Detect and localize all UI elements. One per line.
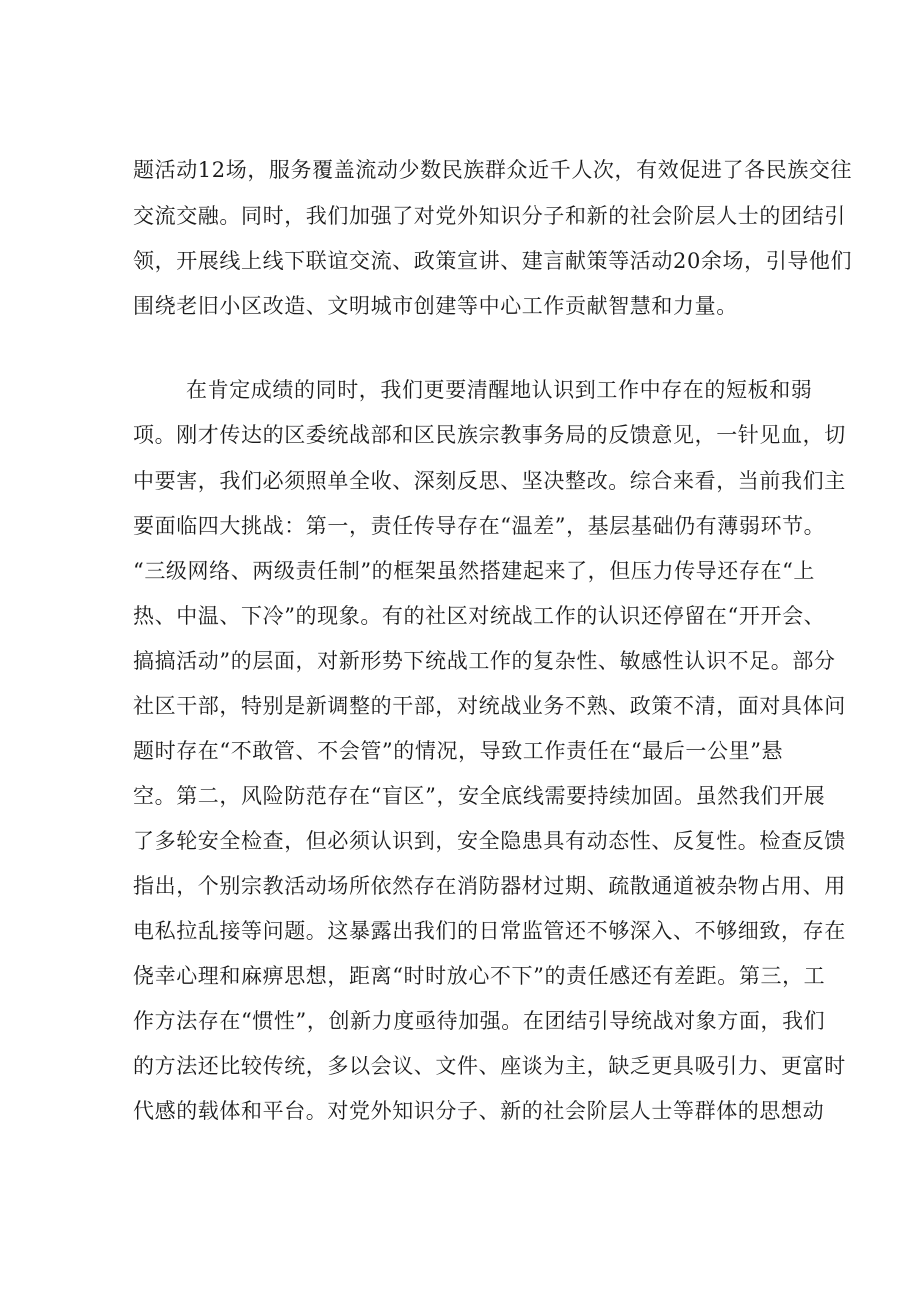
text-line: 作方法存在“惯性”，创新力度亟待加强。在团结引导统战对象方面，我们 [133,1009,826,1033]
text-line: 热、中温、下冷”的现象。有的社区对统战工作的认识还停留在“开开会、 [133,604,826,628]
text-line: “三级网络、两级责任制”的框架虽然搭建起来了，但压力传导还存在“上 [133,559,816,583]
text-line: 了多轮安全检查，但必须认识到，安全隐患具有动态性、反复性。检查反馈 [133,829,846,853]
text-line: 代感的载体和平台。对党外知识分子、新的社会阶层人士等群体的思想动 [133,1099,825,1123]
text-line: 社区干部，特别是新调整的干部，对统战业务不熟、政策不清，面对具体问 [133,694,846,718]
text-line: 在肯定成绩的同时，我们更要清醒地认识到工作中存在的短板和弱 [186,378,813,402]
text-line: 项。刚才传达的区委统战部和区民族宗教事务局的反馈意见，一针见血，切 [133,423,846,447]
text-line: 指出，个别宗教活动场所依然存在消防器材过期、疏散通道被杂物占用、用 [133,874,846,898]
text-line: 领，开展线上线下联谊交流、政策宣讲、建言献策等活动20余场，引导他们 [133,249,853,273]
text-line: 交流交融。同时，我们加强了对党外知识分子和新的社会阶层人士的团结引 [133,204,846,228]
text-line: 空。第二，风险防范存在“盲区”，安全底线需要持续加固。虽然我们开展 [133,784,826,808]
text-line: 的方法还比较传统，多以会议、文件、座谈为主，缺乏更具吸引力、更富时 [133,1054,846,1078]
text-line: 侥幸心理和麻痹思想，距离“时时放心不下”的责任感还有差距。第三，工 [133,964,826,988]
text-line: 中要害，我们必须照单全收、深刻反思、坚决整改。综合来看，当前我们主 [133,469,846,493]
text-line: 搞搞活动”的层面，对新形势下统战工作的复杂性、敏感性认识不足。部分 [133,649,836,673]
text-line: 题时存在“不敢管、不会管”的情况，导致工作责任在“最后一公里”悬 [133,739,784,763]
text-line: 围绕老旧小区改造、文明城市创建等中心工作贡献智慧和力量。 [133,294,738,318]
text-line: 电私拉乱接等问题。这暴露出我们的日常监管还不够深入、不够细致，存在 [133,919,846,943]
text-line: 要面临四大挑战：第一，责任传导存在“温差”，基层基础仍有薄弱环节。 [133,514,826,538]
text-line: 题活动12场，服务覆盖流动少数民族群众近千人次，有效促进了各民族交往 [133,158,853,182]
